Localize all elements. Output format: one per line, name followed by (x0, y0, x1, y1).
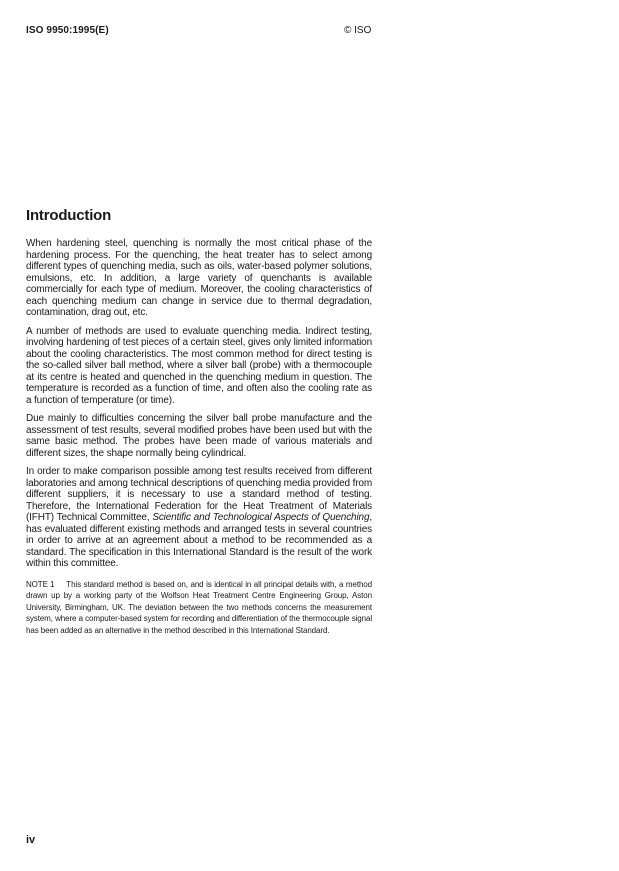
introduction-body (26, 238, 372, 636)
copyright-mark: © ISO (344, 25, 372, 36)
paragraph-2: A number of methods are used to evaluate quenching media. Indirect testing, involving hardening of test pieces of a certain steel, gives only limited information about the cooling characteristics. The most common method for direct testing is the so-called silver ball method, where a silver ball (probe) with a thermocouple at its centre is heated and quenched in the quenching medium in question. The temperature is recorded as a function of time, and often also the cooling rate as a function of temperature (or time). (26, 325, 372, 406)
paragraph-4 (26, 466, 372, 570)
note-label: NOTE 1 (26, 579, 55, 589)
paragraph-4-text-after: , has evaluated different existing methods and arranged tests in several countries in order to arrive at an agreement about a method to be recommended as a standard. The specification in this International Standard is the result of the work within this committee. (26, 512, 372, 569)
paragraph-3: Due mainly to difficulties concerning the silver ball probe manufacture and the assessment of test results, several modified probes have been used but with the same basic method. The probes have been made of various materials and different sizes, the shape normally being cylindrical. (26, 413, 372, 459)
paragraph-1: When hardening steel, quenching is normally the most critical phase of the hardening process. For the quenching, the heat treater has to select among different types of quenching media, such as oils, water-based polymer solutions, emulsions, etc. In addition, a large variety of quenchants is available commercially for each type of medium. Moreover, the cooling characteristics of each quenching medium can change in service due to thermal degradation, contamination, drag out, etc. (26, 238, 372, 318)
paragraph-4-text-before: In order to make comparison possible among test results received from different laboratories and among technical descriptions of quenching media provided from different suppliers, it is necessary to use a standard method of testing. Therefore, the International Federation for the Heat Treatment of Materials (IFHT) Technical Committee, (26, 466, 372, 523)
committee-name: Scientific and Technological Aspects of Quenching (152, 512, 370, 523)
page-number: iv (26, 834, 36, 846)
page-title: Introduction (26, 207, 112, 224)
note-text: This standard method is based on, and is identical in all principal details with, a method drawn up by a working party of the Wolfson Heat Treatment Centre Engineering Group, Aston University, Birmingham, UK. The deviation between the two methods concerns the measurement system, where a computer-based system for recording and differentiation of the thermocouple signal has been added as an alternative in the method described in this International Standard. (26, 579, 372, 635)
standard-id: ISO 9950:1995(E) (26, 25, 109, 36)
note-1 (26, 579, 372, 637)
